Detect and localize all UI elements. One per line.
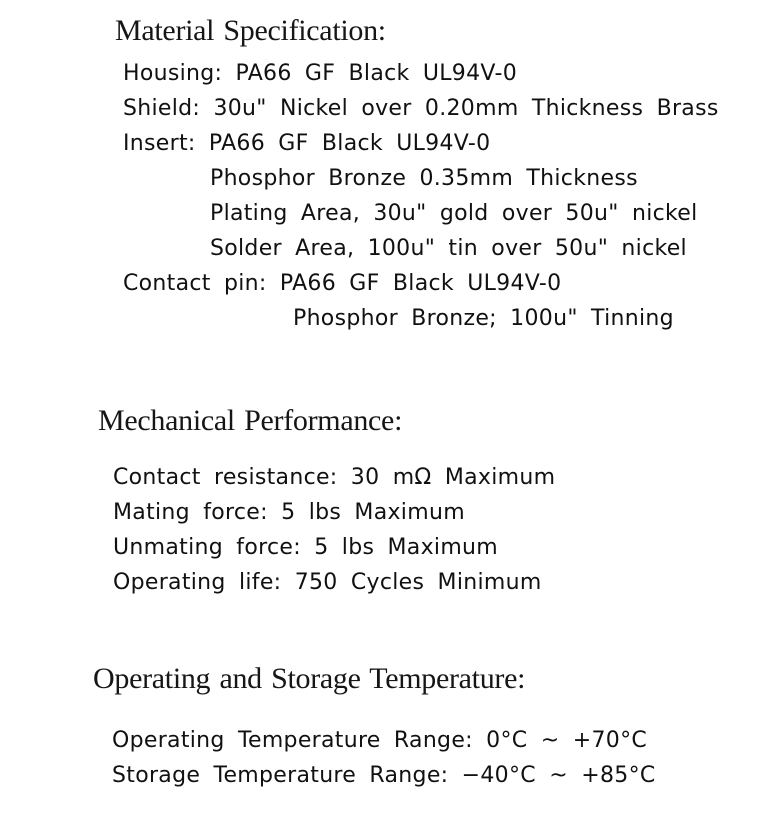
material-specification-body (123, 56, 719, 336)
spec-line-contact-pin-bronze: Phosphor Bronze; 100u" Tinning (293, 306, 674, 331)
section-heading-mechanical-performance: Mechanical Performance: (98, 404, 403, 437)
spec-line-insert-bronze: Phosphor Bronze 0.35mm Thickness (210, 166, 638, 191)
spec-line-solder-area: Solder Area, 100u" tin over 50u" nickel (210, 236, 687, 261)
spec-line-contact-pin: Contact pin: PA66 GF Black UL94V-0 (123, 271, 562, 296)
spec-line-operating-temperature-range: Operating Temperature Range: 0°C ~ +70°C (112, 728, 648, 753)
temperature-body (112, 723, 656, 793)
spec-line-mating-force: Mating force: 5 lbs Maximum (113, 500, 465, 525)
spec-line-insert: Insert: PA66 GF Black UL94V-0 (123, 131, 491, 156)
spec-line-storage-temperature-range: Storage Temperature Range: −40°C ~ +85°C (112, 763, 656, 788)
spec-line-housing: Housing: PA66 GF Black UL94V-0 (123, 61, 517, 86)
spec-line-shield: Shield: 30u" Nickel over 0.20mm Thickness Brass (123, 96, 719, 121)
section-heading-material-specification: Material Specification: (115, 14, 386, 47)
spec-line-contact-resistance: Contact resistance: 30 mΩ Maximum (113, 465, 556, 490)
section-heading-operating-storage-temperature: Operating and Storage Temperature: (93, 662, 526, 695)
spec-line-unmating-force: Unmating force: 5 lbs Maximum (113, 535, 499, 560)
spec-line-operating-life: Operating life: 750 Cycles Minimum (113, 570, 542, 595)
mechanical-performance-body (113, 460, 555, 600)
spec-line-plating-area: Plating Area, 30u" gold over 50u" nickel (210, 201, 698, 226)
